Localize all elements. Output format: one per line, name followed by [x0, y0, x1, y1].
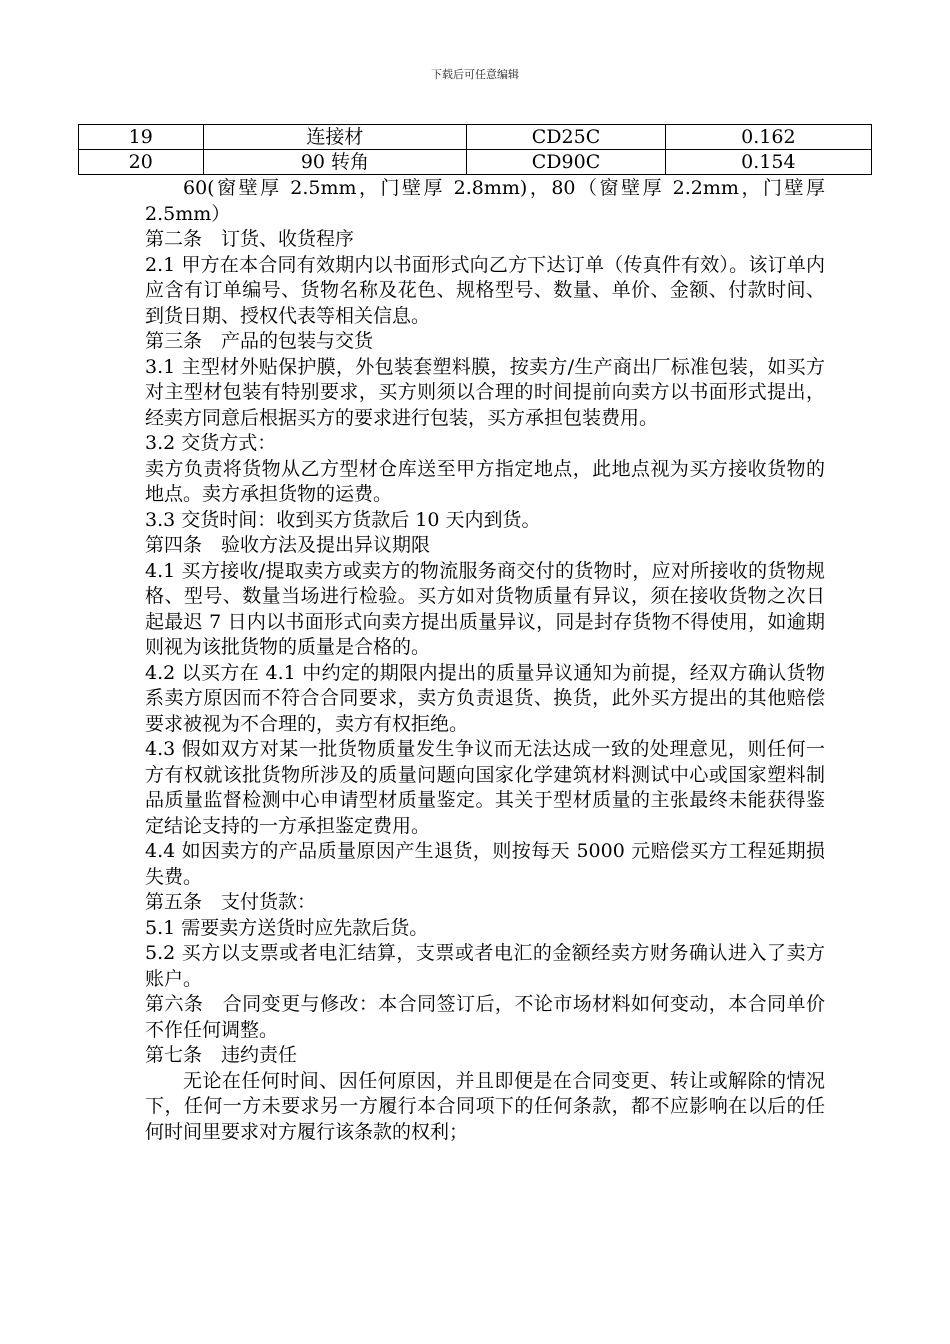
paragraph: 3.3 交货时间：收到买方货款后 10 天内到货。: [145, 508, 541, 531]
row-number: 19: [79, 125, 204, 150]
paragraph: 3.1 主型材外贴保护膜，外包装套塑料膜，按卖方/生产商出厂标准包装，如买方对主型材包装有特别要求，买方则须以合理的时间提前向卖方以书面形式提出，经卖方同意后根据买方的要求进行包装，买方承担包装费用。: [145, 355, 825, 429]
document-body: [145, 176, 825, 1145]
paragraph: 4.3 假如双方对某一批货物质量发生争议而无法达成一致的处理意见，则任何一方有权就该批货物所涉及的质量问题向国家化学建筑材料测试中心或国家塑料制品质量监督检测中心申请型材质量鉴定。其关于型材质量的主张最终未能获得鉴定结论支持的一方承担鉴定费用。: [145, 738, 825, 837]
table-row: [79, 150, 872, 175]
row-number: 20: [79, 150, 204, 175]
row-name: 连接材: [203, 125, 467, 150]
paragraph: 无论在任何时间、因任何原因，并且即便是在合同变更、转让或解除的情况下，任何一方未要求另一方履行本合同项下的任何条款，都不应影响在以后的任何时间里要求对方履行该条款的权利；: [145, 1069, 825, 1143]
paragraph: 60(窗壁厚 2.5mm，门壁厚 2.8mm)，80（窗壁厚 2.2mm，门壁厚 2.5mm）: [145, 177, 825, 225]
section-heading: 第七条 违约责任: [145, 1044, 298, 1066]
row-weight: 0.162: [665, 125, 871, 150]
paragraph: 卖方负责将货物从乙方型材仓库送至甲方指定地点，此地点视为买方接收货物的地点。卖方承担货物的运费。: [145, 457, 825, 505]
section-heading: 第二条 订货、收货程序: [145, 228, 355, 250]
section-heading: 第六条 合同变更与修改：本合同签订后，不论市场材料如何变动，本合同单价不作任何调整。: [145, 993, 825, 1041]
table-row: [79, 125, 872, 150]
paragraph: 4.2 以买方在 4.1 中约定的期限内提出的质量异议通知为前提，经双方确认货物系卖方原因而不符合合同要求，卖方负责退货、换货，此外买方提出的其他赔偿要求被视为不合理的，卖方有权拒绝。: [145, 661, 825, 735]
row-model: CD90C: [467, 150, 665, 175]
row-model: CD25C: [467, 125, 665, 150]
row-name: 90 转角: [203, 150, 467, 175]
paragraph: 4.4 如因卖方的产品质量原因产生退货，则按每天 5000 元赔偿买方工程延期损失费。: [145, 840, 825, 888]
paragraph: 4.1 买方接收/提取卖方或卖方的物流服务商交付的货物时，应对所接收的货物规格、型号、数量当场进行检验。买方如对货物质量有异议，须在接收货物之次日起最迟 7 日内以书面形式向卖方提出质量异议，同是封存货物不得使用，如逾期则视为该批货物的质量是合格的。: [145, 559, 825, 658]
paragraph: 3.2 交货方式：: [145, 432, 277, 454]
spec-table: [78, 124, 872, 175]
row-weight: 0.154: [665, 150, 871, 175]
section-heading: 第五条 支付货款：: [145, 891, 317, 913]
paragraph: 5.1 需要卖方送货时应先款后货。: [145, 916, 429, 939]
page-header: 下载后可任意编辑: [431, 68, 519, 81]
paragraph: 2.1 甲方在本合同有效期内以书面形式向乙方下达订单（传真件有效）。该订单内应含有订单编号、货物名称及花色、规格型号、数量、单价、金额、付款时间、到货日期、授权代表等相关信息。: [145, 253, 825, 327]
paragraph: 5.2 买方以支票或者电汇结算，支票或者电汇的金额经卖方财务确认进入了卖方账户。: [145, 942, 825, 990]
section-heading: 第三条 产品的包装与交货: [145, 330, 374, 352]
section-heading: 第四条 验收方法及提出异议期限: [145, 534, 431, 556]
